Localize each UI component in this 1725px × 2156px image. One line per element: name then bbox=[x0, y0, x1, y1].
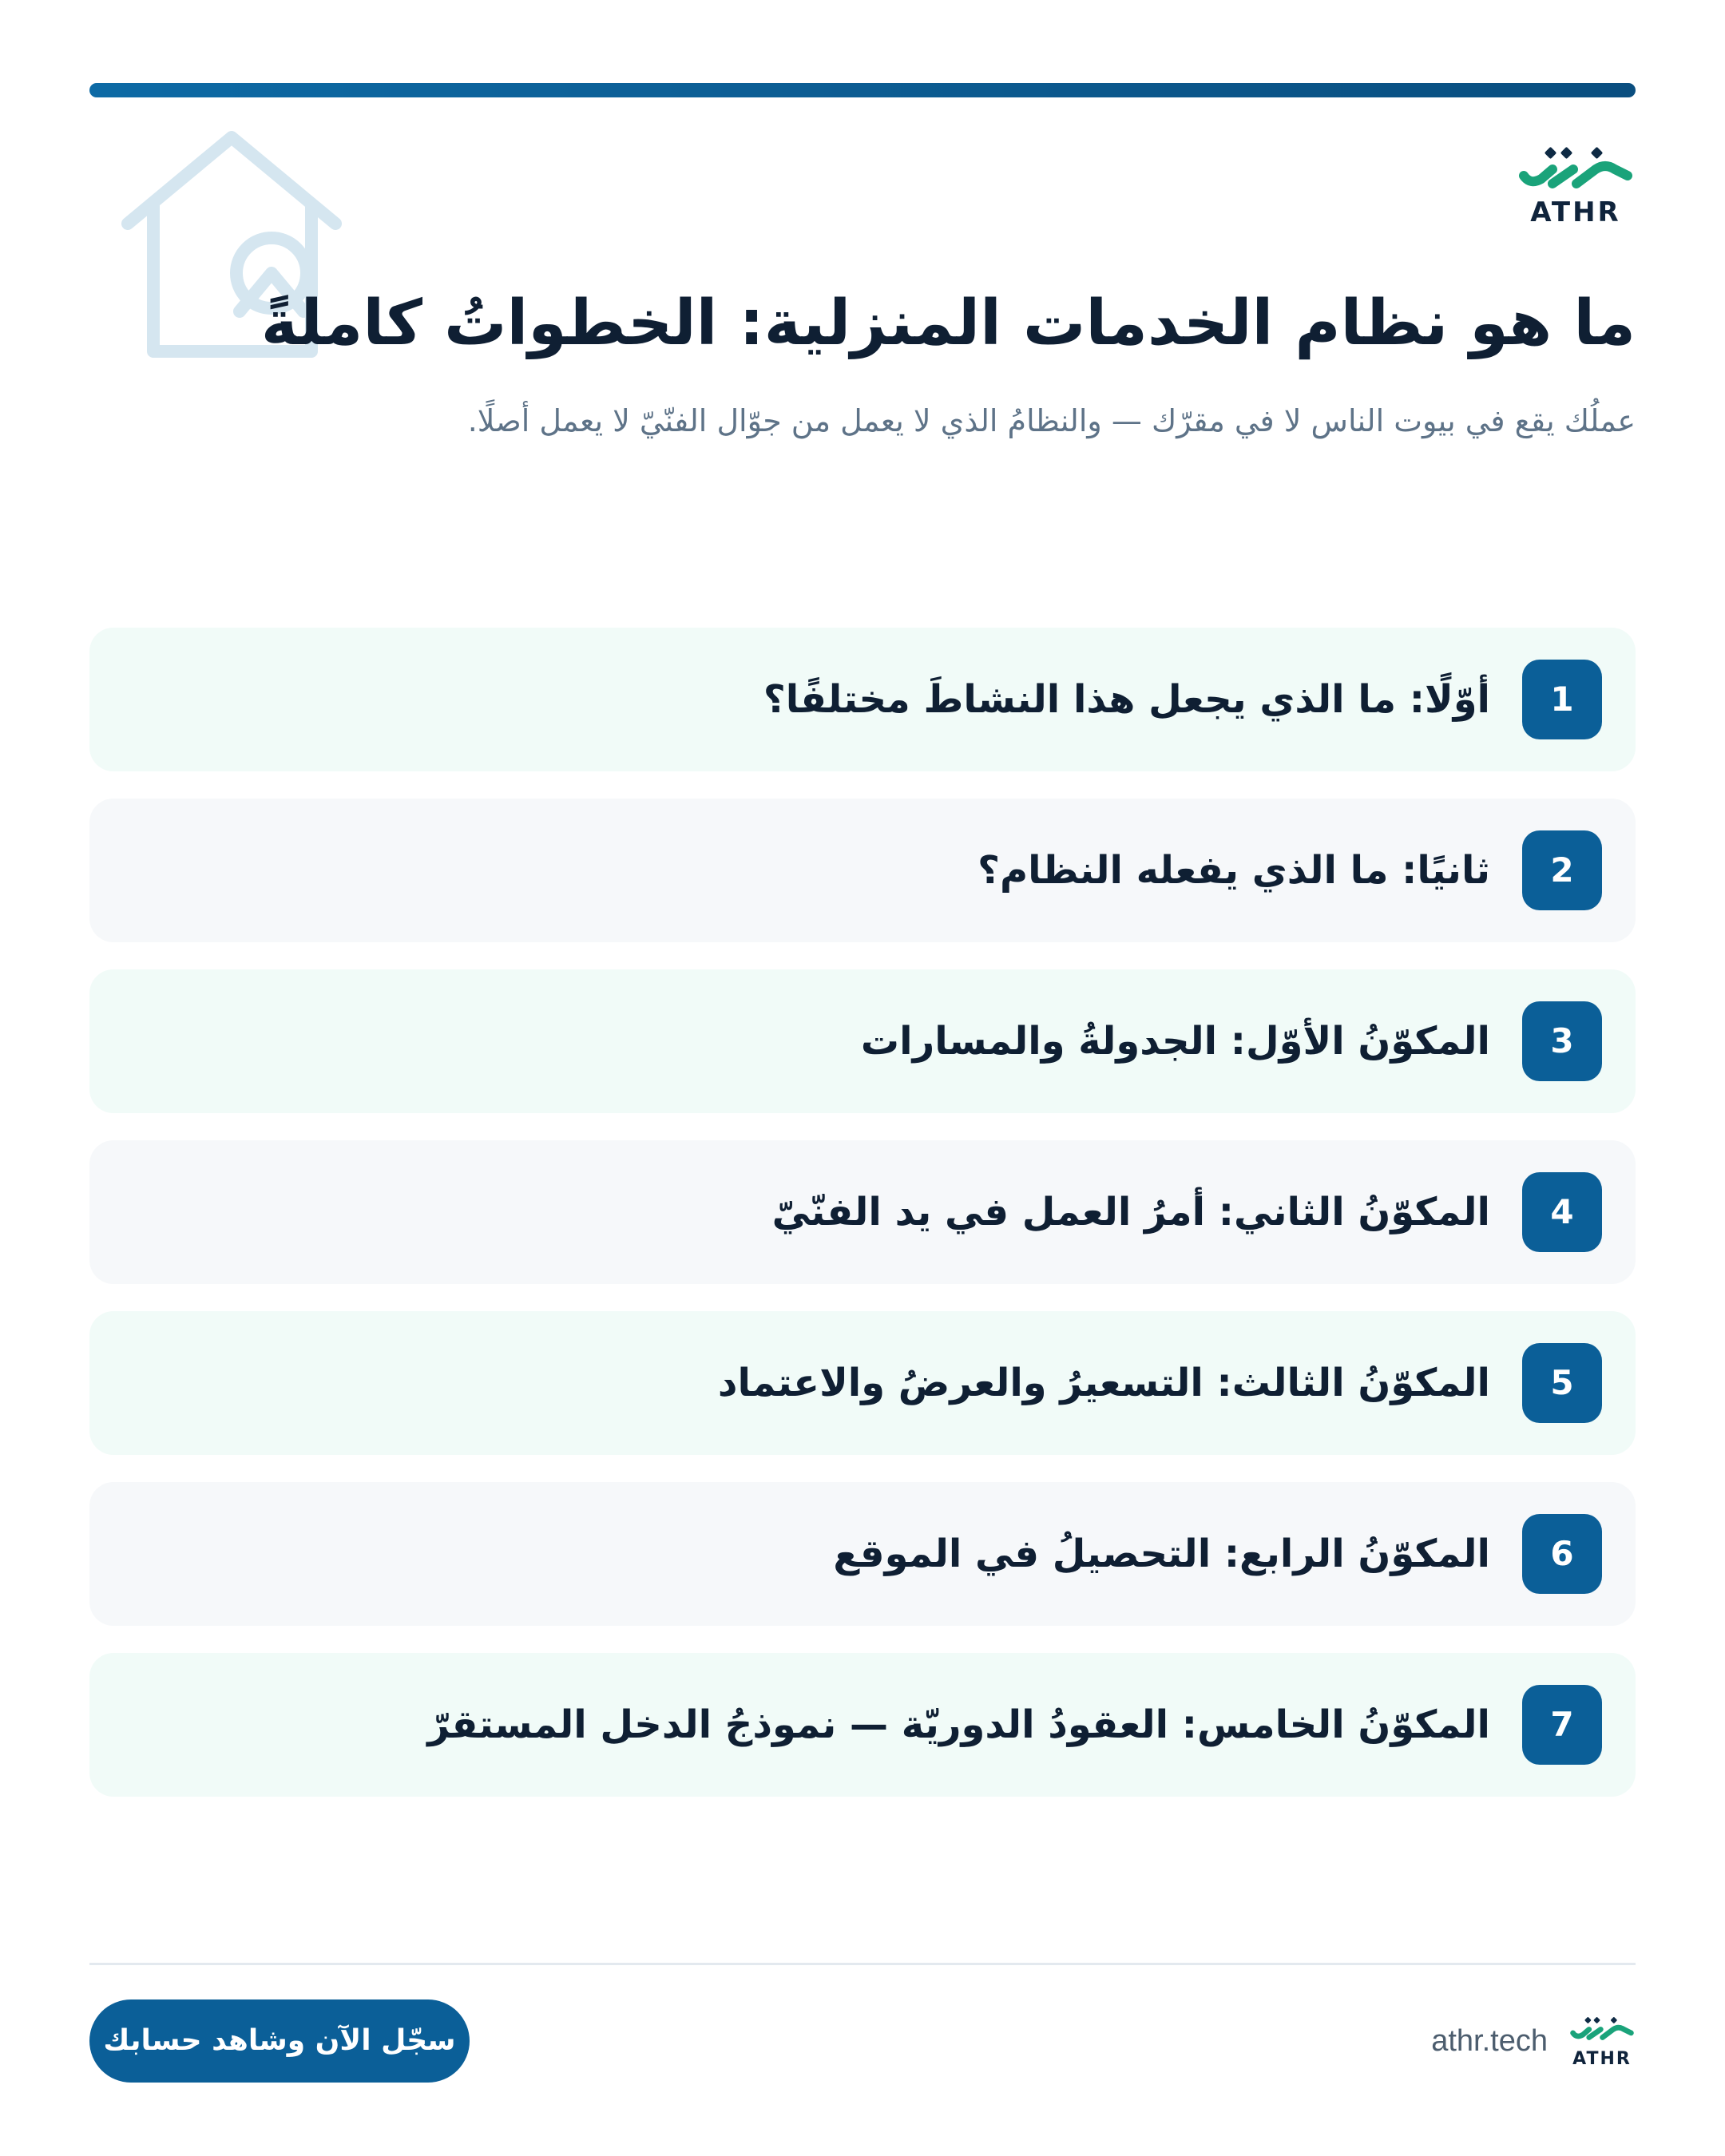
step-title: أوّلًا: ما الذي يجعل هذا النشاطَ مختلفًا؟ bbox=[763, 677, 1490, 722]
step-number-badge: 2 bbox=[1522, 830, 1602, 910]
page-title: ما هو نظام الخدمات المنزلية: الخطواتُ كاملةً bbox=[260, 287, 1636, 359]
step-item-7[interactable] bbox=[89, 1653, 1636, 1797]
step-number-badge: 6 bbox=[1522, 1514, 1602, 1594]
footer-divider bbox=[89, 1963, 1636, 1965]
step-title: المكوّنُ الثاني: أمرُ العمل في يد الفنّيّ bbox=[771, 1190, 1490, 1235]
signup-cta-button[interactable]: سجّل الآن وشاهد حسابك bbox=[89, 1999, 470, 2083]
step-item-1[interactable] bbox=[89, 628, 1636, 771]
footer-athr-logo bbox=[1568, 2014, 1636, 2073]
step-number-badge: 4 bbox=[1522, 1172, 1602, 1252]
athr-logo-mark-icon bbox=[1516, 144, 1636, 196]
step-item-5[interactable] bbox=[89, 1311, 1636, 1455]
logo-text: ATHR bbox=[1530, 196, 1621, 228]
step-item-3[interactable] bbox=[89, 969, 1636, 1113]
step-title: المكوّنُ الأوّل: الجدولةُ والمسارات bbox=[860, 1019, 1490, 1064]
step-number-badge: 7 bbox=[1522, 1685, 1602, 1765]
step-title: المكوّنُ الثالث: التسعيرُ والعرضُ والاعتماد bbox=[717, 1361, 1490, 1405]
page-subtitle: عملُك يقع في بيوت الناس لا في مقرّك — والنظامُ الذي لا يعمل من جوّال الفنّيّ لا يعمل أصلًا. bbox=[467, 403, 1636, 438]
step-title: المكوّنُ الخامس: العقودُ الدوريّة — نموذجُ الدخل المستقرّ bbox=[427, 1702, 1490, 1747]
step-title: ثانيًا: ما الذي يفعله النظام؟ bbox=[978, 848, 1490, 893]
step-item-4[interactable] bbox=[89, 1140, 1636, 1284]
step-number-badge: 5 bbox=[1522, 1343, 1602, 1423]
top-accent-bar bbox=[89, 83, 1636, 97]
athr-logo bbox=[1516, 144, 1636, 232]
footer-logo-text: ATHR bbox=[1572, 2049, 1632, 2069]
steps-list bbox=[89, 628, 1636, 1824]
website-link[interactable]: athr.tech bbox=[1431, 2024, 1548, 2058]
step-item-6[interactable] bbox=[89, 1482, 1636, 1626]
step-number-badge: 3 bbox=[1522, 1001, 1602, 1081]
step-title: المكوّنُ الرابع: التحصيلُ في الموقع bbox=[833, 1532, 1490, 1576]
athr-logo-mark-icon bbox=[1568, 2014, 1636, 2046]
step-number-badge: 1 bbox=[1522, 660, 1602, 739]
step-item-2[interactable] bbox=[89, 799, 1636, 942]
